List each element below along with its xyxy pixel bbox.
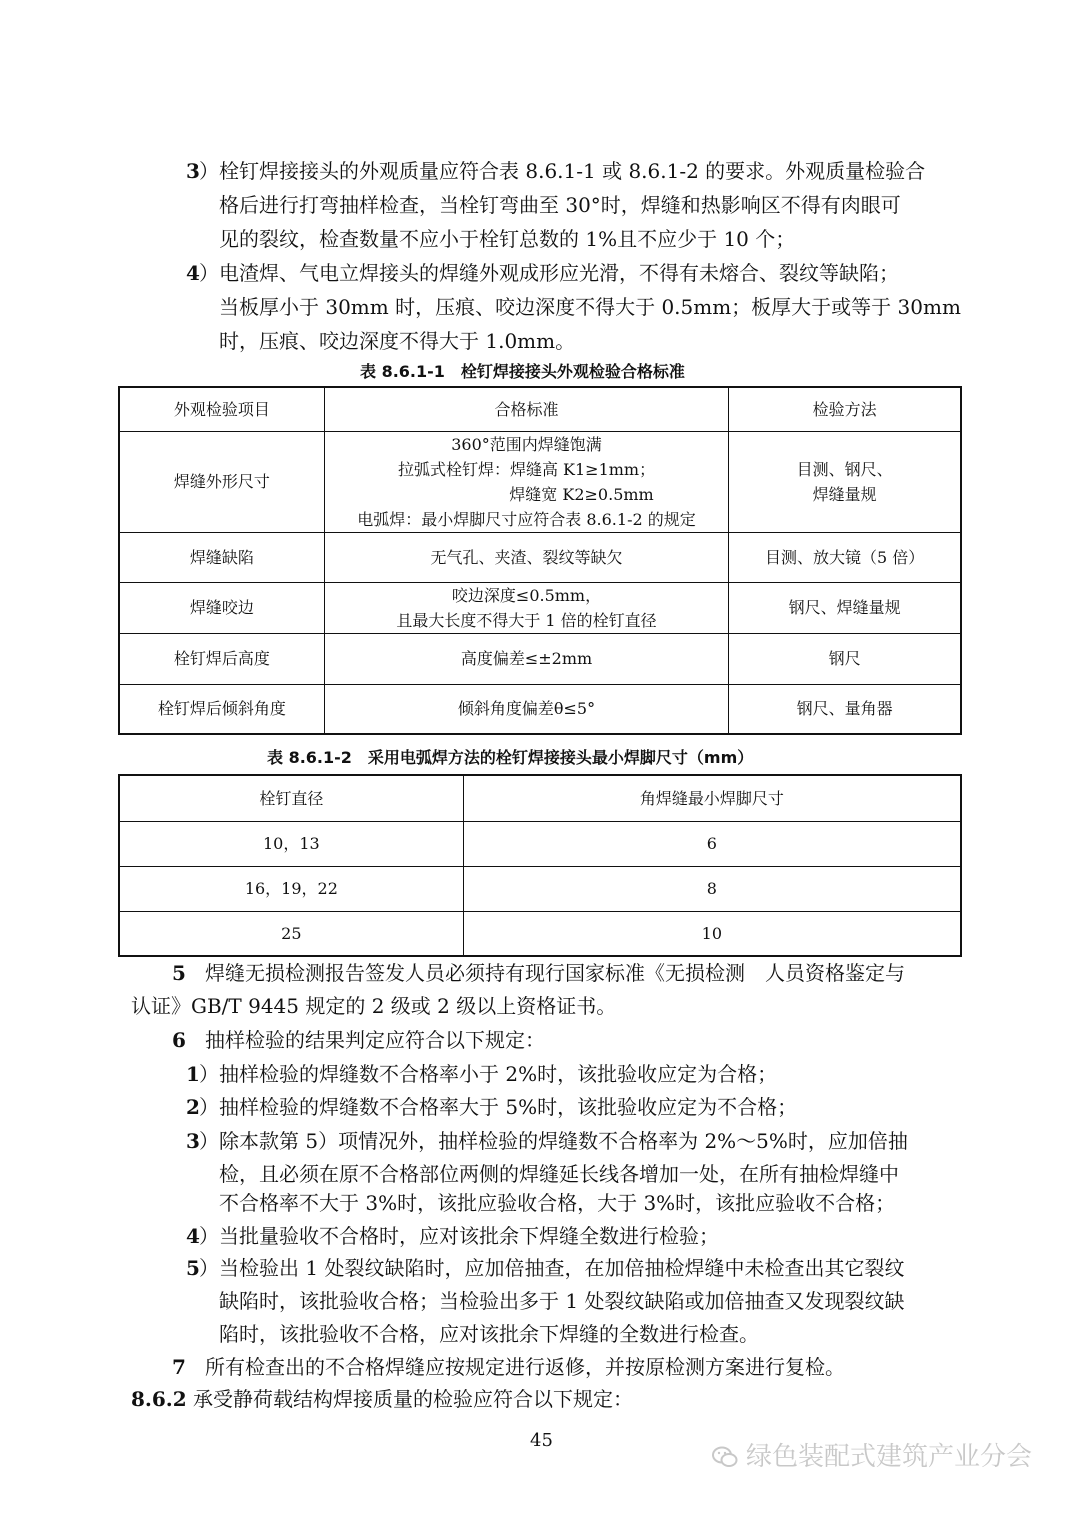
table-caption: 表 8.6.1-2 采用电弧焊方法的栓钉焊接接头最小焊脚尺寸（mm） bbox=[267, 748, 754, 767]
table-row bbox=[119, 582, 961, 633]
min-leg-size-table bbox=[118, 774, 962, 957]
item-number: 3 bbox=[186, 1129, 200, 1153]
page-number: 45 bbox=[530, 1430, 553, 1451]
header-cell: 外观检验项目 bbox=[119, 387, 324, 431]
text-line: 所有检查出的不合格焊缝应按规定进行返修，并按原检测方案进行复检。 bbox=[205, 1355, 845, 1379]
item-cell: 焊缝咬边 bbox=[119, 582, 324, 633]
leg-size-cell: 8 bbox=[463, 866, 961, 911]
text-line: ）当检验出 1 处裂纹缺陷时，应加倍抽查，在加倍抽检焊缝中未检查出其它裂纹 bbox=[199, 1256, 905, 1280]
diameter-cell: 16，19，22 bbox=[119, 866, 463, 911]
text-line: ）除本款第 5）项情况外，抽样检验的焊缝数不合格率为 2%～5%时，应加倍抽 bbox=[199, 1129, 908, 1153]
text-line: 缺陷时，该批验收合格；当检验出多于 1 处裂纹缺陷或加倍抽查又发现裂纹缺 bbox=[219, 1289, 905, 1313]
text-line: 当板厚小于 30mm 时，压痕、咬边深度不得大于 0.5mm；板厚大于或等于 30mm bbox=[219, 295, 961, 319]
text-line: 抽样检验的结果判定应符合以下规定： bbox=[205, 1028, 545, 1052]
item-cell: 栓钉焊后高度 bbox=[119, 633, 324, 684]
cell-line: 目测、钢尺、 bbox=[796, 459, 893, 479]
method-cell: 钢尺、量角器 bbox=[729, 684, 961, 734]
table-row bbox=[119, 866, 961, 911]
method-cell: 目测、放大镜（5 倍） bbox=[729, 532, 961, 582]
table-header-row bbox=[119, 387, 961, 431]
clause-number: 7 bbox=[172, 1355, 186, 1379]
inspection-standard-table bbox=[118, 386, 962, 735]
text-line: ）抽样检验的焊缝数不合格率大于 5%时，该批验收应定为不合格； bbox=[199, 1095, 798, 1119]
text-line: 认证》GB/T 9445 规定的 2 级或 2 级以上资格证书。 bbox=[131, 994, 617, 1018]
header-cell: 角焊缝最小焊脚尺寸 bbox=[463, 775, 961, 821]
text-line: 时，压痕、咬边深度不得大于 1.0mm。 bbox=[219, 329, 576, 353]
leg-size-cell: 6 bbox=[463, 821, 961, 866]
clause-number: 6 bbox=[172, 1028, 186, 1052]
header-cell: 栓钉直径 bbox=[119, 775, 463, 821]
item-cell: 栓钉焊后倾斜角度 bbox=[119, 684, 324, 734]
table-header-row bbox=[119, 775, 961, 821]
section-number: 8.6.2 bbox=[131, 1387, 187, 1411]
table-row bbox=[119, 821, 961, 866]
text-line: 检，且必须在原不合格部位两侧的焊缝延长线各增加一处，在所有抽检焊缝中 bbox=[219, 1162, 899, 1186]
text-line: 承受静荷载结构焊接质量的检验应符合以下规定： bbox=[193, 1387, 633, 1411]
text-line: 不合格率不大于 3%时，该批应验收合格，大于 3%时，该批应验收不合格； bbox=[219, 1191, 896, 1215]
method-cell bbox=[729, 431, 961, 532]
wechat-icon bbox=[712, 1446, 738, 1468]
clause-number: 3 bbox=[186, 159, 200, 183]
item-cell: 焊缝缺陷 bbox=[119, 532, 324, 582]
item-number: 2 bbox=[186, 1095, 200, 1119]
text-line: ）抽样检验的焊缝数不合格率小于 2%时，该批验收应定为合格； bbox=[199, 1062, 778, 1086]
table-row bbox=[119, 532, 961, 582]
standard-cell bbox=[324, 582, 728, 633]
text-line: ）当批量验收不合格时，应对该批余下焊缝全数进行检验； bbox=[199, 1224, 719, 1248]
standard-cell: 倾斜角度偏差θ≤5° bbox=[324, 684, 728, 734]
cell-line: 360°范围内焊缝饱满 bbox=[451, 434, 602, 454]
clause-number: 5 bbox=[172, 961, 186, 985]
table-row bbox=[119, 431, 961, 532]
table-caption: 表 8.6.1-1 栓钉焊接接头外观检验合格标准 bbox=[360, 362, 685, 381]
text-line: ）电渣焊、气电立焊接头的焊缝外观成形应光滑，不得有未熔合、裂纹等缺陷； bbox=[199, 261, 899, 285]
watermark bbox=[712, 1436, 1032, 1473]
table-row bbox=[119, 633, 961, 684]
watermark-text: 绿色装配式建筑产业分会 bbox=[746, 1442, 1033, 1472]
text-line: 见的裂纹，检查数量不应小于栓钉总数的 1%且不应少于 10 个； bbox=[219, 227, 796, 251]
text-line: 格后进行打弯抽样检查，当栓钉弯曲至 30°时，焊缝和热影响区不得有肉眼可 bbox=[219, 193, 901, 217]
diameter-cell: 10，13 bbox=[119, 821, 463, 866]
item-cell: 焊缝外形尺寸 bbox=[119, 431, 324, 532]
header-cell: 检验方法 bbox=[729, 387, 961, 431]
cell-line: 电弧焊：最小焊脚尺寸应符合表 8.6.1-2 的规定 bbox=[357, 509, 696, 529]
method-cell: 钢尺 bbox=[729, 633, 961, 684]
item-number: 5 bbox=[186, 1256, 200, 1280]
header-cell: 合格标准 bbox=[324, 387, 728, 431]
cell-line: 咬边深度≤0.5mm， bbox=[451, 585, 602, 605]
item-number: 4 bbox=[186, 1224, 200, 1248]
cell-line: 且最大长度不得大于 1 倍的栓钉直径 bbox=[396, 610, 657, 630]
standard-cell: 高度偏差≤±2mm bbox=[324, 633, 728, 684]
text-line: 焊缝无损检测报告签发人员必须持有现行国家标准《无损检测 人员资格鉴定与 bbox=[205, 961, 905, 985]
item-number: 1 bbox=[186, 1062, 200, 1086]
cell-line: 拉弧式栓钉焊：焊缝高 K1≥1mm； bbox=[397, 459, 656, 479]
cell-line: 焊缝宽 K2≥0.5mm bbox=[509, 484, 654, 504]
diameter-cell: 25 bbox=[119, 911, 463, 956]
table-row bbox=[119, 684, 961, 734]
text-line: 陷时，该批验收不合格，应对该批余下焊缝的全数进行检查。 bbox=[219, 1322, 759, 1346]
standard-cell bbox=[324, 431, 728, 532]
method-cell: 钢尺、焊缝量规 bbox=[729, 582, 961, 633]
text-line: ）栓钉焊接接头的外观质量应符合表 8.6.1-1 或 8.6.1-2 的要求。外观质量检验合 bbox=[199, 159, 926, 183]
cell-line: 焊缝量规 bbox=[812, 484, 877, 504]
leg-size-cell: 10 bbox=[463, 911, 961, 956]
standard-cell: 无气孔、夹渣、裂纹等缺欠 bbox=[324, 532, 728, 582]
clause-number: 4 bbox=[186, 261, 200, 285]
table-row bbox=[119, 911, 961, 956]
